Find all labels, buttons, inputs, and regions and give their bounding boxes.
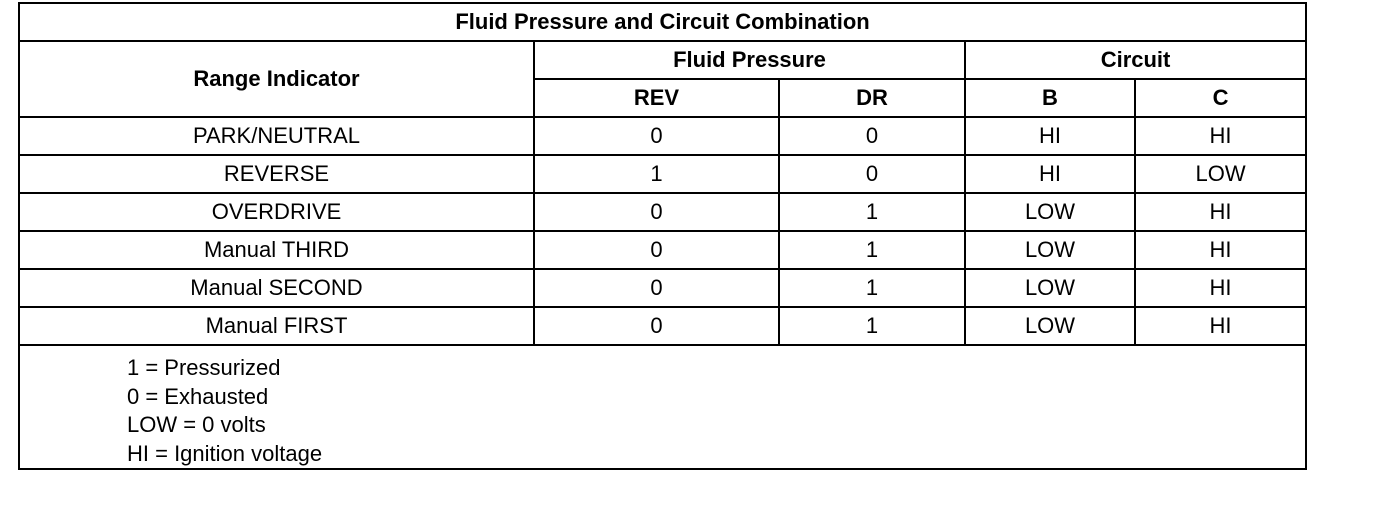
range-cell: OVERDRIVE [19, 193, 534, 231]
dr-cell: 0 [779, 155, 965, 193]
table-row [19, 155, 1306, 193]
c-cell: HI [1135, 193, 1306, 231]
dr-header: DR [779, 79, 965, 117]
dr-cell: 1 [779, 307, 965, 345]
range-cell: Manual SECOND [19, 269, 534, 307]
table-row [19, 269, 1306, 307]
table-title: Fluid Pressure and Circuit Combination [19, 3, 1306, 41]
rev-cell: 0 [534, 231, 779, 269]
dr-cell: 1 [779, 193, 965, 231]
b-cell: HI [965, 117, 1135, 155]
c-cell: LOW [1135, 155, 1306, 193]
b-cell: LOW [965, 231, 1135, 269]
rev-cell: 0 [534, 269, 779, 307]
table-row [19, 307, 1306, 345]
b-cell: LOW [965, 193, 1135, 231]
fluid-pressure-circuit-table [18, 2, 1307, 470]
rev-cell: 0 [534, 307, 779, 345]
b-cell: LOW [965, 307, 1135, 345]
b-cell: HI [965, 155, 1135, 193]
circuit-header: Circuit [965, 41, 1306, 79]
rev-cell: 0 [534, 193, 779, 231]
c-cell: HI [1135, 231, 1306, 269]
legend-item: LOW = 0 volts [127, 412, 266, 437]
range-cell: PARK/NEUTRAL [19, 117, 534, 155]
rev-header: REV [534, 79, 779, 117]
legend-item: HI = Ignition voltage [127, 440, 323, 466]
table-row [19, 231, 1306, 269]
table-row [19, 117, 1306, 155]
rev-cell: 0 [534, 117, 779, 155]
group-header-row [19, 41, 1306, 79]
dr-cell: 1 [779, 231, 965, 269]
range-cell: Manual FIRST [19, 307, 534, 345]
fluid-pressure-header: Fluid Pressure [534, 41, 965, 79]
legend [127, 354, 1305, 468]
range-cell: Manual THIRD [19, 231, 534, 269]
legend-item: 0 = Exhausted [127, 383, 269, 409]
c-cell: HI [1135, 307, 1306, 345]
circuit-c-header: C [1135, 79, 1306, 117]
legend-cell [19, 345, 1306, 469]
b-cell: LOW [965, 269, 1135, 307]
legend-row [19, 345, 1306, 469]
range-cell: REVERSE [19, 155, 534, 193]
dr-cell: 0 [779, 117, 965, 155]
rev-cell: 1 [534, 155, 779, 193]
circuit-b-header: B [965, 79, 1135, 117]
table-title-row [19, 3, 1306, 41]
c-cell: HI [1135, 117, 1306, 155]
range-indicator-header: Range Indicator [19, 41, 534, 117]
legend-item: 1 = Pressurized [127, 355, 281, 380]
dr-cell: 1 [779, 269, 965, 307]
c-cell: HI [1135, 269, 1306, 307]
table-row [19, 193, 1306, 231]
